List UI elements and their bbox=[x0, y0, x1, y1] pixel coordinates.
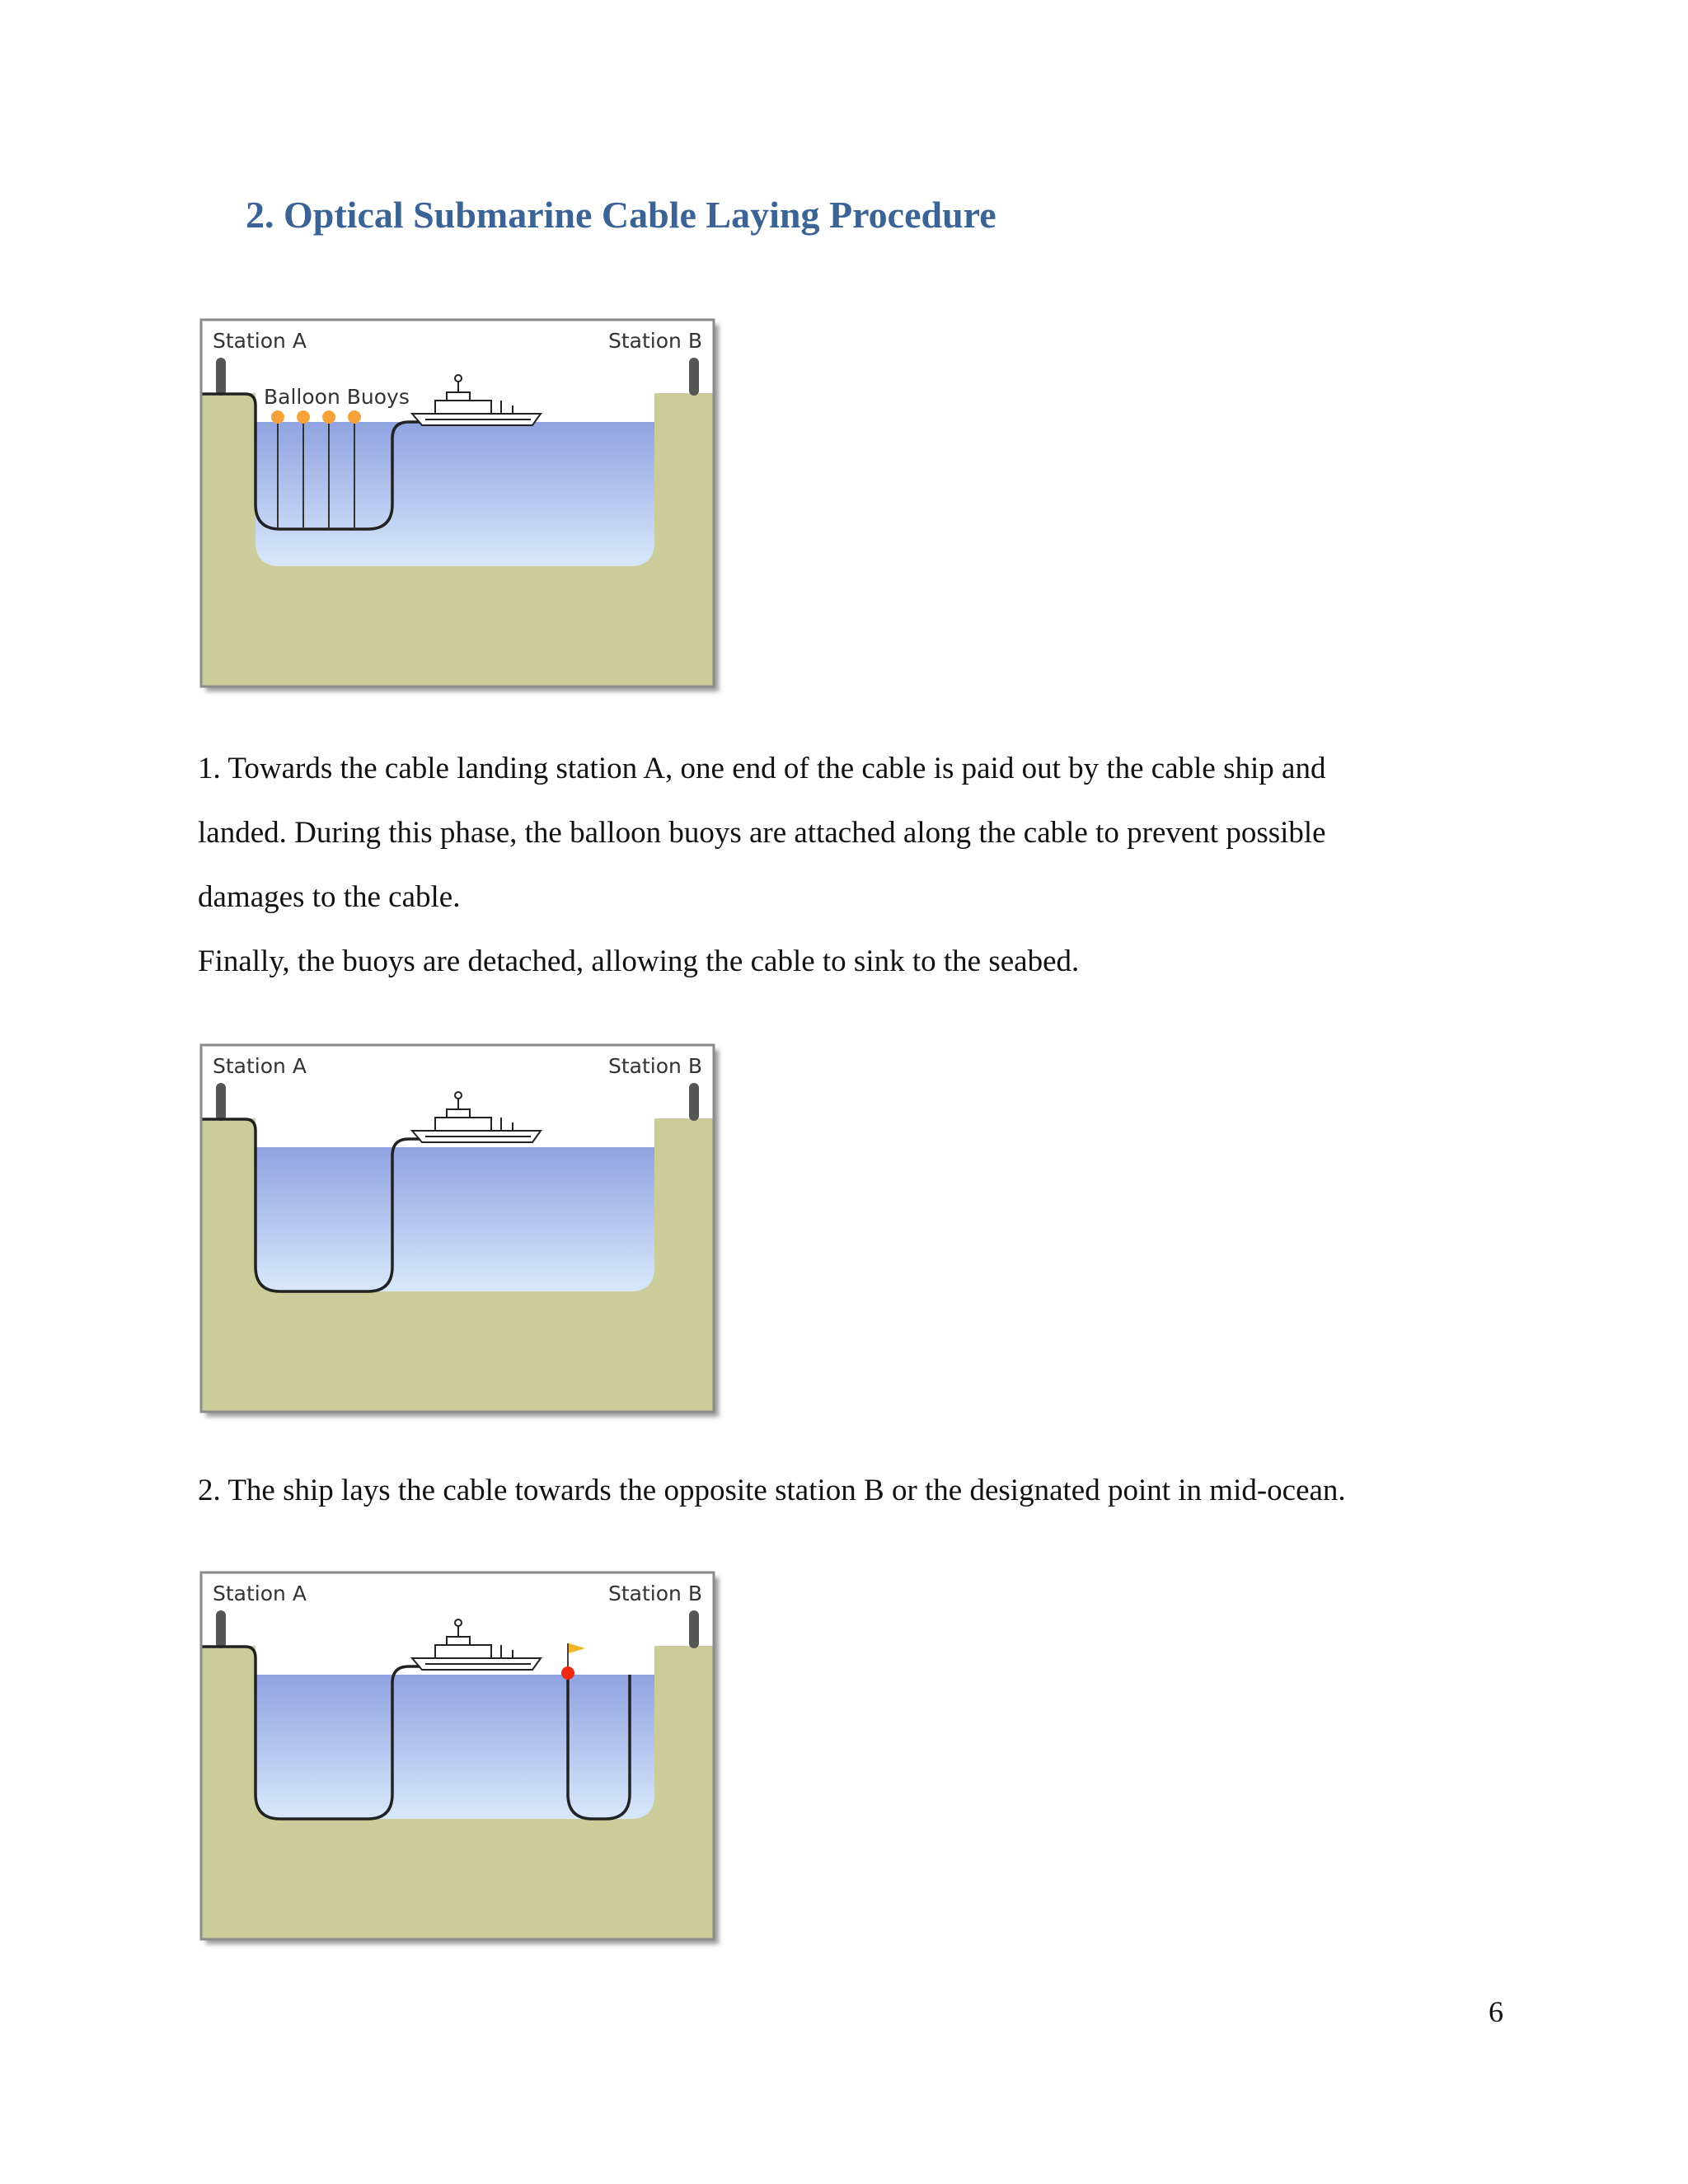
paragraph-line: 2. The ship lays the cable towards the opposite station B or the designated point in mid-ocean. bbox=[198, 1474, 1346, 1507]
paragraph-line: Finally, the buoys are detached, allowing the cable to sink to the seabed. bbox=[198, 944, 1080, 978]
paragraph-step-1 bbox=[198, 737, 1500, 994]
figure-step-3 bbox=[196, 1568, 724, 1951]
station-a-label: Station A bbox=[213, 329, 307, 353]
station-post-icon bbox=[689, 1610, 699, 1648]
paragraph-line: damages to the cable. bbox=[198, 880, 461, 914]
station-post-icon bbox=[216, 1083, 226, 1121]
paragraph-line: landed. During this phase, the balloon buoys are attached along the cable to prevent possible bbox=[198, 816, 1326, 850]
ocean-water bbox=[256, 1675, 654, 1819]
station-post-icon bbox=[216, 1610, 226, 1648]
station-a-label: Station A bbox=[213, 1054, 307, 1078]
diagram-step-1 bbox=[196, 315, 724, 698]
station-b-label: Station B bbox=[608, 1582, 702, 1605]
diagram-step-2 bbox=[196, 1040, 724, 1423]
station-b-label: Station B bbox=[608, 329, 702, 353]
station-a-label: Station A bbox=[213, 1582, 307, 1605]
diagram-step-3 bbox=[196, 1568, 724, 1951]
station-b-label: Station B bbox=[608, 1054, 702, 1078]
section-heading: 2. Optical Submarine Cable Laying Procedure bbox=[246, 194, 996, 236]
ocean-water bbox=[256, 422, 654, 566]
station-post-icon bbox=[689, 358, 699, 396]
station-post-icon bbox=[689, 1083, 699, 1121]
figure-step-1 bbox=[196, 315, 724, 698]
balloon-buoys-label: Balloon Buoys bbox=[264, 385, 410, 409]
figure-step-2 bbox=[196, 1040, 724, 1423]
ocean-water bbox=[256, 1147, 654, 1291]
station-post-icon bbox=[216, 358, 226, 396]
cable-end-marker bbox=[561, 1666, 574, 1680]
paragraph-line: 1. Towards the cable landing station A, one end of the cable is paid out by the cable ship and bbox=[198, 752, 1326, 785]
paragraph-step-2 bbox=[198, 1459, 1500, 1523]
page-number: 6 bbox=[1489, 1995, 1503, 2028]
